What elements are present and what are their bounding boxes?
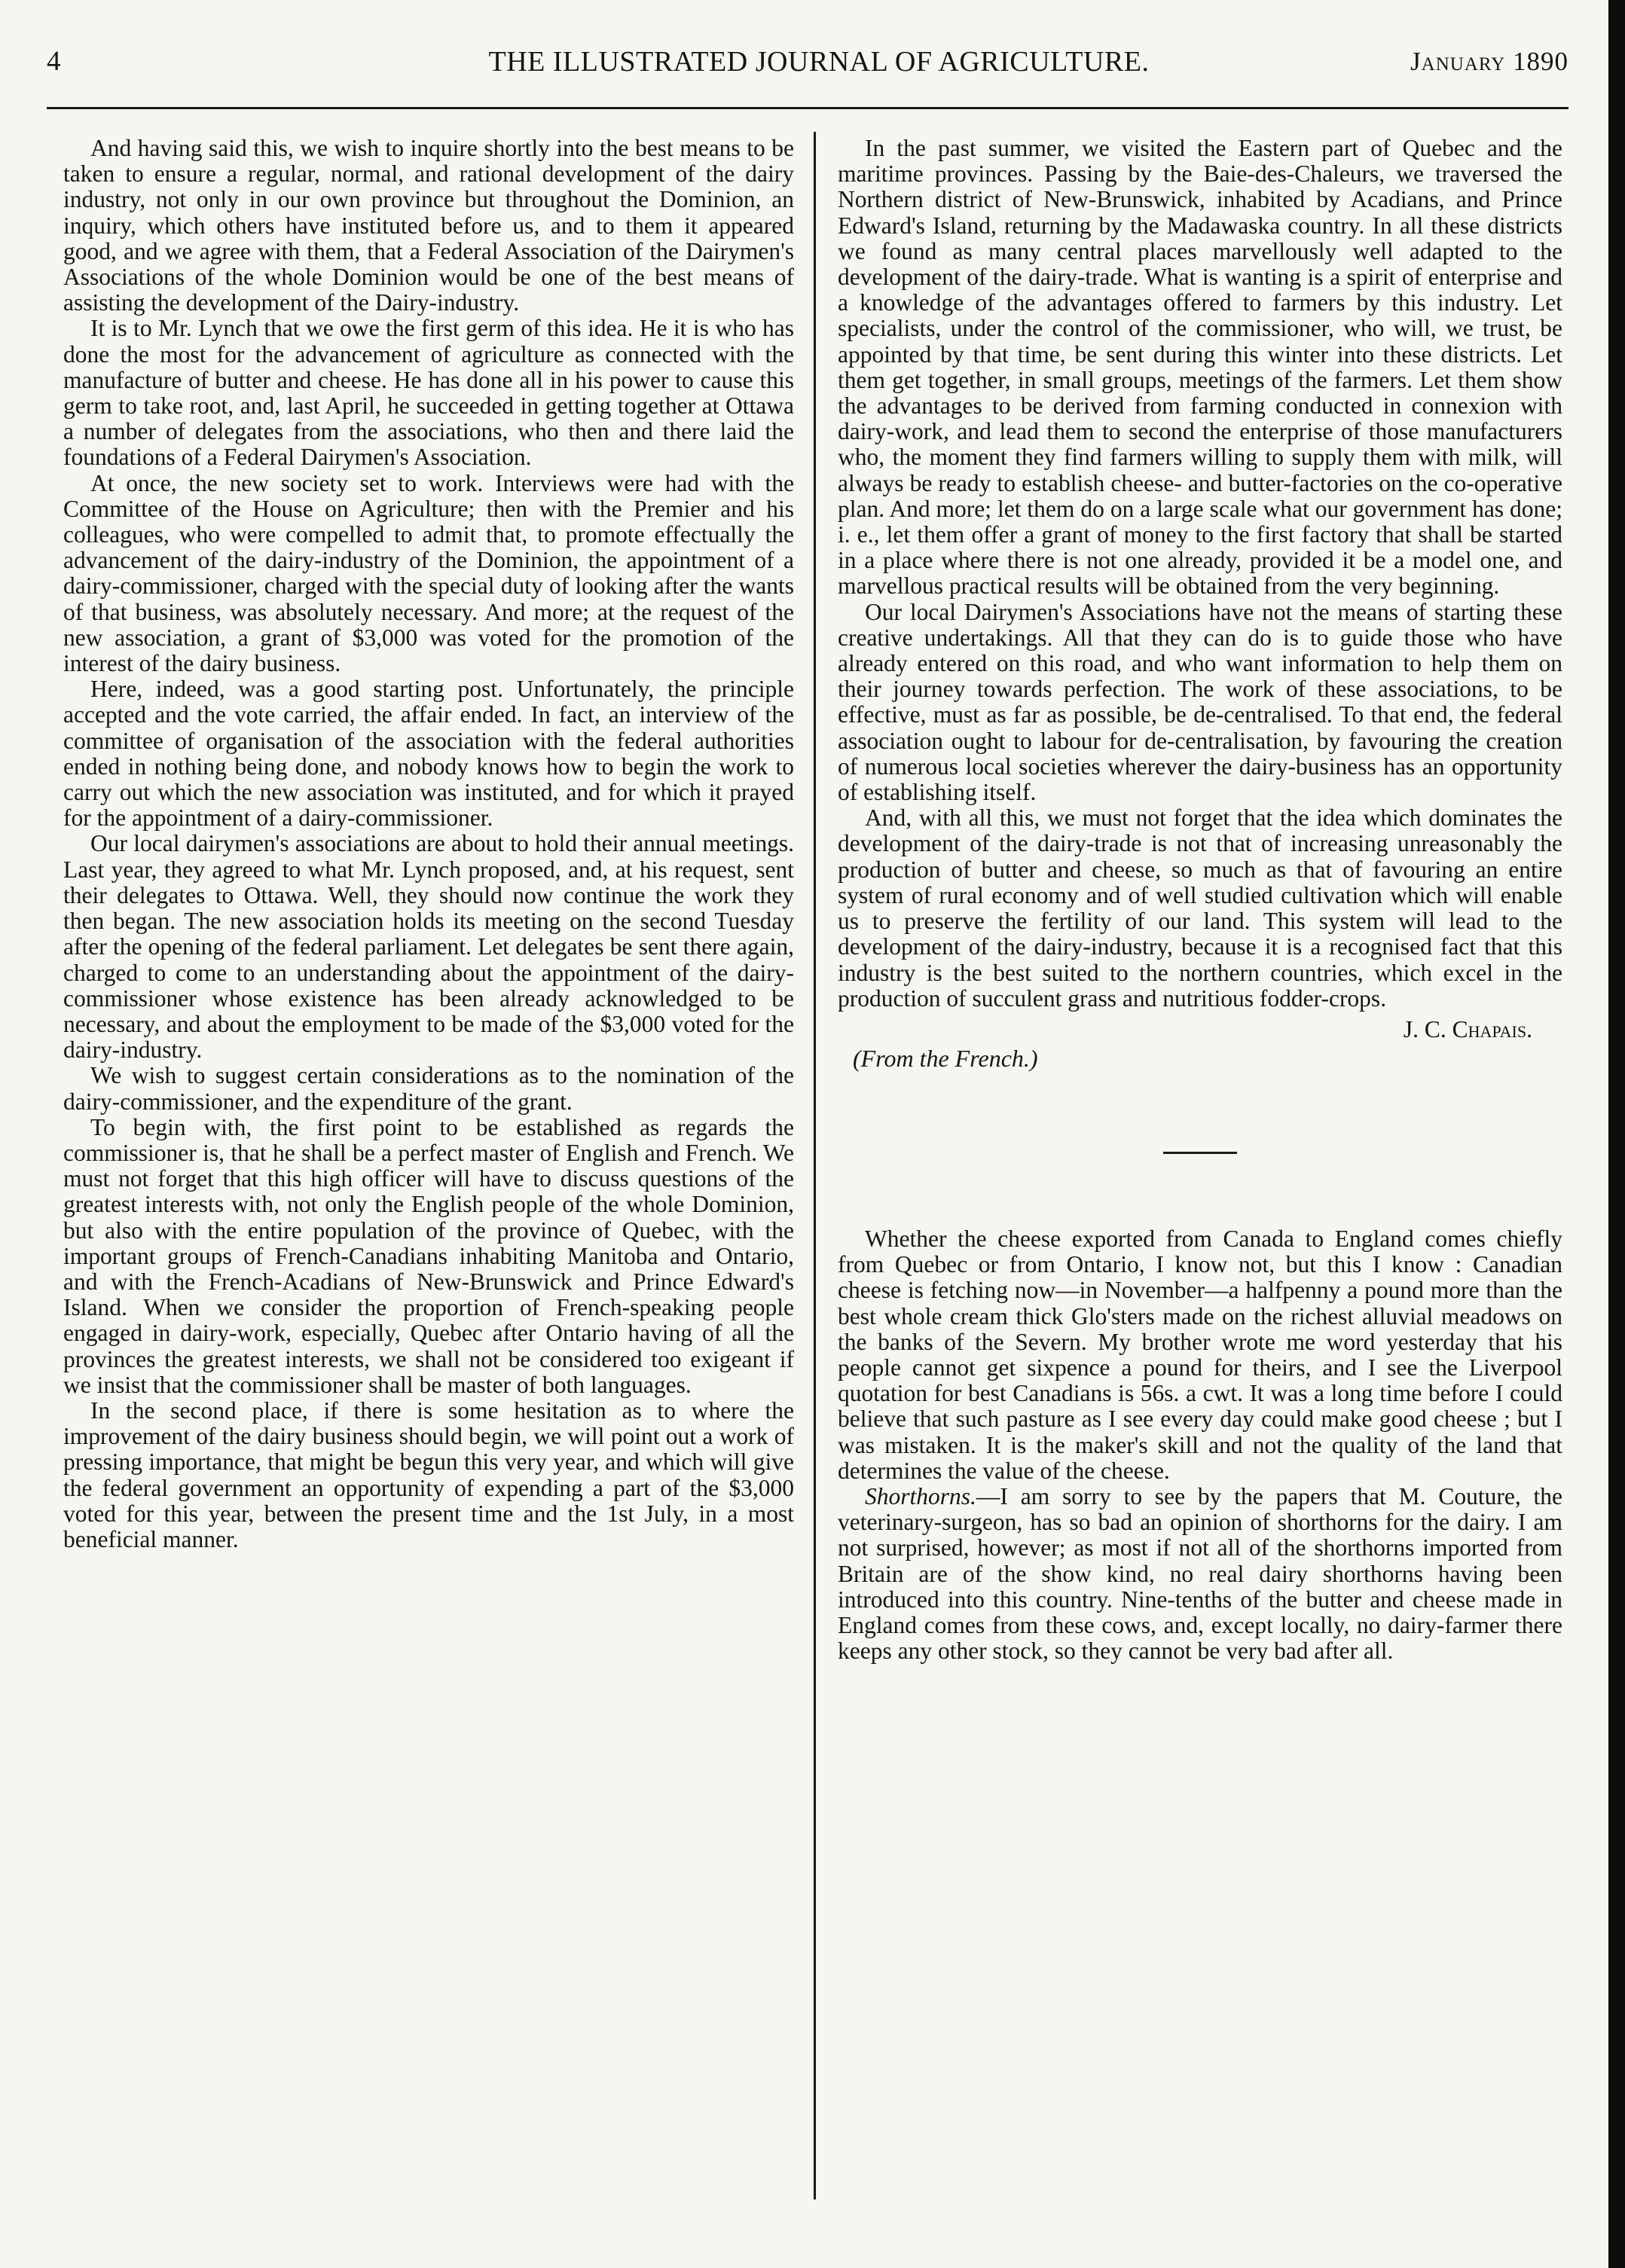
- paragraph: At once, the new society set to work. Interviews were had with the Committee of the House on Agriculture; then with the Premier and his colleagues, who were compelled to admit that, to promote effectually the advancement of the dairy-industry of the Dominion, the appointment of a dairy-commissioner, charged with the special duty of looking after the wants of that business, was absolutely necessary. And more; at the request of the new association, a grant of $3,000 was voted for the promotion of the interest of the dairy business.: [63, 469, 794, 677]
- paragraph: And, with all this, we must not forget that the idea which dominates the development of the dairy-trade is not that of increasing unreasonably the production of butter and cheese, so much as that of favouring an entire system of rural economy and of well studied cultivation which will enable us to preserve the fertility of our land. This system will lead to the development of the dairy-industry, because it is a recognised fact that this industry is the best suited to the northern countries, which excel in the production of succulent grass and nutritious fodder-crops.: [838, 804, 1562, 1012]
- paragraph: Our local Dairymen's Associations have not the means of starting these creative undertakings. All that they can do is to guide those who have already entered on this road, and who want information to help them on their journey towards perfection. The work of these associations, to be effective, must as far as possible, be de-centralised. To that end, the federal association ought to labour for de-centralisation, by favouring the creation of numerous local societies wherever the dairy-business has an opportunity of establishing itself.: [838, 598, 1562, 806]
- column-divider: [814, 132, 816, 2199]
- issue-date: January 1890: [1410, 47, 1568, 76]
- author-signature: J. C. Chapais.: [1403, 1015, 1532, 1042]
- paragraph: Our local dairymen's associations are about to hold their annual meetings. Last year, they agreed to what Mr. Lynch proposed, and, at his request, sent their delegates to Ottawa. Well, they should now continue the work they then began. The new association holds its meeting on the second Tuesday after the opening of the federal parliament. Let delegates be sent there again, charged to come to an understanding about the appointment of the dairy-commissioner whose existence has been already acknowledged to be necessary, and about the employment to be made of the $3,000 voted for the dairy-industry.: [63, 830, 794, 1064]
- right-column: [838, 136, 1562, 1664]
- paragraph: And having said this, we wish to inquire shortly into the best means to be taken to ensure a regular, normal, and rational development of the dairy industry, not only in our own province but throughout the Dominion, an inquiry, which others have instituted before us, and to them it appeared good, and we agree with them, that a Federal Association of the Dairymen's Associations of the whole Dominion would be one of the best means of assisting the development of the Dairy-industry.: [63, 135, 794, 316]
- paragraph: [838, 1484, 1562, 1664]
- paragraph: In the past summer, we visited the Eastern part of Quebec and the maritime provinces. Passing by the Baie-des-Chaleurs, we traversed the Northern district of New-Brunswick, inhabited by Acadians, and Prince Edward's Island, returning by the Madawaska country. In all these districts we found as many central places marvellously well adapted to the development of the dairy-trade. What is wanting is a spirit of enterprise and a knowledge of the advantages offered to farmers by this industry. Let specialists, under the control of the commissioner, who will, we trust, be appointed by that time, be sent during this winter into these districts. Let them get together, in small groups, meetings of the farmers. Let them show the advantages to be derived from farming conducted in connexion with dairy-work, and lead them to second the enterprise of those manufacturers who, the moment they find farmers willing to supply them with milk, will always be ready to establish cheese- and butter-factories on the co-operative plan. And more; let them do on a large scale what our government has done; i. e., let them offer a grant of money to the first factory that shall be started in a place where there is not one already, provided it be a model one, and marvellous practical results will be obtained from the very beginning.: [838, 135, 1562, 600]
- scan-edge-shadow: [1608, 0, 1625, 2268]
- source-note: (From the French.): [853, 1044, 1038, 1072]
- paragraph: Whether the cheese exported from Canada to England comes chiefly from Quebec or from Ontario, I know not, but this I know : Canadian cheese is fetching now—in November—a halfpenny a pound more than the best whole cream thick Glo'sters made on the richest alluvial meadows on the banks of the Severn. My brother wrote me word yesterday that his people cannot get sixpence a pound for theirs, and I see the Liverpool quotation for best Canadians is 56s. a cwt. It was a long time before I could believe that such pasture as I see every day could make good cheese ; but I was mistaken. It is the maker's skill and not the quality of the land that determines the value of the cheese.: [838, 1225, 1562, 1484]
- journal-title: THE ILLUSTRATED JOURNAL OF AGRICULTURE.: [488, 46, 1150, 78]
- paragraph: We wish to suggest certain considerations as to the nomination of the dairy-commissioner, and the expenditure of the grant.: [63, 1062, 794, 1115]
- page-header: [47, 44, 1568, 81]
- paragraph: It is to Mr. Lynch that we owe the first germ of this idea. He it is who has done the most for the advancement of agriculture as connected with the manufacture of butter and cheese. He has done all in his power to cause this germ to take root, and, last April, he succeeded in getting together at Ottawa a number of delegates from the associations, who then and there laid the foundations of a Federal Dairymen's Association.: [63, 315, 794, 471]
- section-divider: [1163, 1152, 1237, 1154]
- paragraph: To begin with, the first point to be established as regards the commissioner is, that he shall be a perfect master of English and French. We must not forget that this high officer will have to discuss questions of the greatest interests with, not only the English people of the whole Dominion, but also with the entire population of the province of Quebec, with the important groups of French-Canadians inhabiting Manitoba and Ontario, and with the French-Acadians of New-Brunswick and Prince Edward's Island. When we consider the proportion of French-speaking people engaged in dairy-work, especially, Quebec after Ontario having of all the provinces the greatest interests, we shall not be considered too exigeant if we insist that the commissioner shall be master of both languages.: [63, 1113, 794, 1398]
- page-number: 4: [47, 46, 61, 77]
- shorthorns-heading: Shorthorns.: [865, 1482, 976, 1509]
- paragraph: Here, indeed, was a good starting post. Unfortunately, the principle accepted and the vote carried, the affair ended. In fact, an interview of the committee of organisation of the association with the federal authorities ended in nothing being done, and nobody knows how to begin the work to carry out which the new association was instituted, and for which it prayed for the appointment of a dairy-commissioner.: [63, 676, 794, 832]
- shorthorns-text: —I am sorry to see by the papers that M. Couture, the veterinary-surgeon, has so bad an opinion of shorthorns for the dairy. I am not surprised, however; as most if not all of the shorthorns imported from Britain are of the show kind, no real dairy shorthorns having been introduced into this country. Nine-tenths of the butter and cheese made in England comes from these cows, and, except locally, no dairy-farmer there keeps any other stock, so they cannot be very bad after all.: [838, 1482, 1562, 1665]
- paragraph: In the second place, if there is some hesitation as to where the improvement of the dairy business should begin, we will point out a work of pressing importance, that might be begun this very year, and which will give the federal government an opportunity of expending a part of the $3,000 voted for this year, between the present time and the 1st July, in a most beneficial manner.: [63, 1397, 794, 1552]
- left-column: [63, 136, 794, 1552]
- header-rule: [47, 107, 1568, 109]
